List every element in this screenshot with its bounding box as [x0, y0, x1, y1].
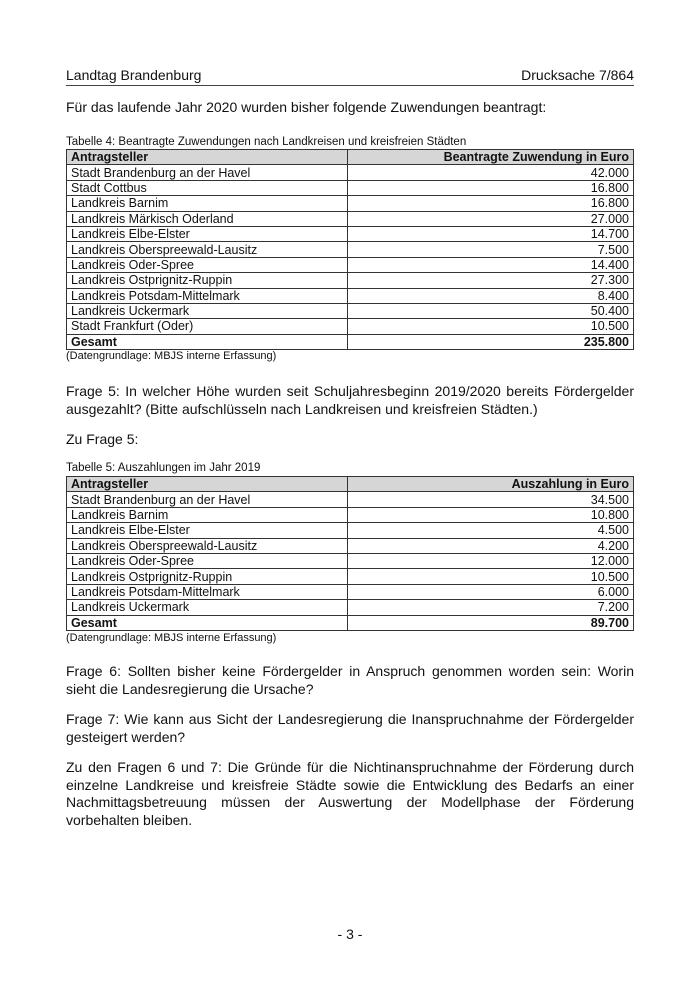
total-amount: 235.800: [348, 334, 634, 349]
page-header: [66, 66, 634, 86]
applicant-cell: Landkreis Barnim: [67, 507, 348, 522]
table-row: [67, 600, 634, 615]
amount-cell: 16.800: [348, 196, 634, 211]
applicant-cell: Landkreis Oberspreewald-Lausitz: [67, 538, 348, 553]
table5-caption: Tabelle 5: Auszahlungen im Jahr 2019: [66, 462, 261, 474]
table-row: [67, 507, 634, 522]
amount-cell: 12.000: [348, 553, 634, 568]
applicant-cell: Landkreis Ostprignitz-Ruppin: [67, 569, 348, 584]
table-row: [67, 319, 634, 334]
applicant-cell: Landkreis Märkisch Oderland: [67, 211, 348, 226]
table-row: [67, 257, 634, 272]
total-label: Gesamt: [67, 615, 348, 630]
applicant-cell: Landkreis Potsdam-Mittelmark: [67, 584, 348, 599]
amount-cell: 7.200: [348, 600, 634, 615]
amount-cell: 7.500: [348, 242, 634, 257]
applicant-cell: Stadt Cottbus: [67, 180, 348, 195]
applicant-cell: Landkreis Ostprignitz-Ruppin: [67, 273, 348, 288]
question-6: Frage 6: Sollten bisher keine Fördergelder in Anspruch genommen worden sein: Worin sieht die Landesregierung die Ursache?: [66, 663, 634, 697]
table4-caption: Tabelle 4: Beantragte Zuwendungen nach Landkreisen und kreisfreien Städten: [66, 136, 467, 148]
answer-6-7: Zu den Fragen 6 und 7: Die Gründe für die Nichtinanspruchnahme der Förderung durch einzelne Landkreise und kreisfreie Städte sowie die Entwicklung des Bedarfs an einer Nachmittagsbetreuung müssen der Auswertung der Modellphase der Förderung vorbehalten bleiben.: [66, 759, 634, 828]
table-row: [67, 569, 634, 584]
table4-header-amount: Beantragte Zuwendung in Euro: [348, 150, 634, 165]
amount-cell: 8.400: [348, 288, 634, 303]
table4-total-row: [67, 334, 634, 349]
amount-cell: 27.000: [348, 211, 634, 226]
header-left: Landtag Brandenburg: [66, 67, 202, 83]
amount-cell: 10.500: [348, 569, 634, 584]
amount-cell: 34.500: [348, 492, 634, 507]
question-7: Frage 7: Wie kann aus Sicht der Landesregierung die Inanspruchnahme der Fördergelder gesteigert werden?: [66, 711, 634, 745]
table4-header-row: [67, 150, 634, 165]
page-number: - 3 -: [337, 926, 363, 942]
table5-header-applicant: Antragsteller: [67, 477, 348, 492]
table-row: [67, 226, 634, 241]
applicant-cell: Landkreis Oder-Spree: [67, 553, 348, 568]
table4: [66, 149, 634, 350]
total-amount: 89.700: [348, 615, 634, 630]
applicant-cell: Landkreis Barnim: [67, 196, 348, 211]
amount-cell: 6.000: [348, 584, 634, 599]
amount-cell: 10.500: [348, 319, 634, 334]
applicant-cell: Landkreis Potsdam-Mittelmark: [67, 288, 348, 303]
table5: [66, 476, 634, 631]
applicant-cell: Landkreis Uckermark: [67, 600, 348, 615]
question-5: Frage 5: In welcher Höhe wurden seit Schuljahresbeginn 2019/2020 bereits Fördergelder ausgezahlt? (Bitte aufschlüsseln nach Landkreisen und kreisfreien Städten.): [66, 383, 634, 417]
table-row: [67, 211, 634, 226]
table-row: [67, 165, 634, 180]
amount-cell: 50.400: [348, 303, 634, 318]
table-row: [67, 196, 634, 211]
table-row: [67, 180, 634, 195]
applicant-cell: Stadt Brandenburg an der Havel: [67, 492, 348, 507]
applicant-cell: Landkreis Elbe-Elster: [67, 226, 348, 241]
table5-total-row: [67, 615, 634, 630]
table-row: [67, 288, 634, 303]
applicant-cell: Landkreis Elbe-Elster: [67, 523, 348, 538]
amount-cell: 42.000: [348, 165, 634, 180]
amount-cell: 14.700: [348, 226, 634, 241]
amount-cell: 16.800: [348, 180, 634, 195]
applicant-cell: Landkreis Uckermark: [67, 303, 348, 318]
table-row: [67, 303, 634, 318]
table5-source: (Datengrundlage: MBJS interne Erfassung): [66, 632, 277, 644]
table-row: [67, 538, 634, 553]
answer-5-heading: Zu Frage 5:: [66, 431, 139, 447]
applicant-cell: Stadt Brandenburg an der Havel: [67, 165, 348, 180]
total-label: Gesamt: [67, 334, 348, 349]
amount-cell: 4.500: [348, 523, 634, 538]
table-row: [67, 553, 634, 568]
amount-cell: 27.300: [348, 273, 634, 288]
table5-header-row: [67, 477, 634, 492]
table4-header-applicant: Antragsteller: [67, 150, 348, 165]
amount-cell: 14.400: [348, 257, 634, 272]
applicant-cell: Stadt Frankfurt (Oder): [67, 319, 348, 334]
table4-source: (Datengrundlage: MBJS interne Erfassung): [66, 350, 277, 362]
table-row: [67, 584, 634, 599]
amount-cell: 4.200: [348, 538, 634, 553]
applicant-cell: Landkreis Oberspreewald-Lausitz: [67, 242, 348, 257]
intro-paragraph: Für das laufende Jahr 2020 wurden bisher folgende Zuwendungen beantragt:: [66, 99, 547, 115]
table-row: [67, 242, 634, 257]
applicant-cell: Landkreis Oder-Spree: [67, 257, 348, 272]
amount-cell: 10.800: [348, 507, 634, 522]
table-row: [67, 492, 634, 507]
header-right: Drucksache 7/864: [521, 67, 634, 83]
table5-header-amount: Auszahlung in Euro: [348, 477, 634, 492]
table-row: [67, 523, 634, 538]
table-row: [67, 273, 634, 288]
